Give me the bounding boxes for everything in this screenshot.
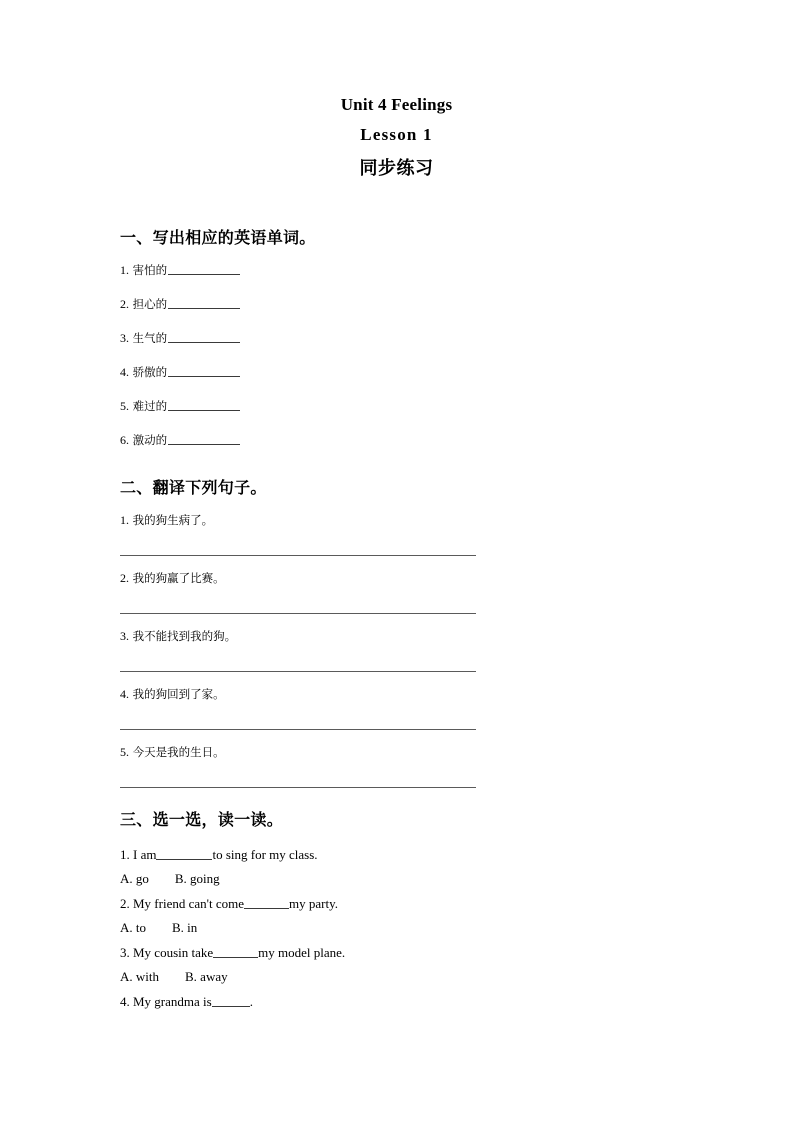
- translation-item: [120, 744, 676, 788]
- answer-blank[interactable]: [244, 908, 289, 909]
- translation-item: [120, 512, 676, 556]
- word-list-item: [120, 330, 676, 346]
- translation-prompt: [120, 686, 676, 702]
- mc-question: [120, 944, 676, 962]
- item-text: 担心的: [132, 297, 168, 311]
- answer-blank[interactable]: [168, 410, 240, 411]
- answer-line[interactable]: [120, 787, 476, 788]
- item-text: 激动的: [132, 433, 168, 447]
- translation-prompt: [120, 628, 676, 644]
- mc-question: [120, 895, 676, 913]
- item-number: 3.: [120, 629, 129, 643]
- word-list-item: [120, 296, 676, 312]
- multiple-choice-list: [120, 846, 676, 1011]
- option-a[interactable]: A. go: [120, 871, 149, 886]
- section-heading-two: 二、翻译下列句子。: [120, 478, 267, 497]
- item-number: 6.: [120, 433, 129, 447]
- question-number: 3.: [120, 945, 130, 960]
- answer-line[interactable]: [120, 613, 476, 614]
- question-text-before: I am: [133, 847, 157, 862]
- item-text: 我的狗赢了比赛。: [132, 571, 225, 585]
- answer-blank[interactable]: [168, 274, 240, 275]
- question-number: 4.: [120, 994, 130, 1009]
- question-number: 1.: [120, 847, 130, 862]
- translation-prompt: [120, 744, 676, 760]
- item-text: 我的狗生病了。: [132, 513, 214, 527]
- translation-list: [120, 512, 676, 788]
- option-b[interactable]: B. away: [185, 969, 228, 984]
- section-heading-one: 一、写出相应的英语单词。: [120, 228, 316, 247]
- item-number: 3.: [120, 331, 129, 345]
- question-text-after: .: [249, 994, 253, 1009]
- translation-item: [120, 570, 676, 614]
- answer-line[interactable]: [120, 555, 476, 556]
- mc-options-row: [120, 919, 676, 937]
- mc-question: [120, 993, 676, 1011]
- answer-blank[interactable]: [168, 444, 240, 445]
- option-b[interactable]: B. in: [172, 920, 198, 935]
- question-text-before: My cousin take: [133, 945, 214, 960]
- item-number: 1.: [120, 263, 129, 277]
- answer-blank[interactable]: [168, 376, 240, 377]
- option-b[interactable]: B. going: [174, 871, 220, 886]
- answer-line[interactable]: [120, 729, 476, 730]
- answer-blank[interactable]: [212, 1006, 250, 1007]
- item-text: 我不能找到我的狗。: [132, 629, 237, 643]
- document-content: [120, 0, 676, 1017]
- item-number: 1.: [120, 513, 129, 527]
- mc-options-row: [120, 870, 676, 888]
- title-block: [120, 0, 673, 186]
- item-number: 4.: [120, 687, 129, 701]
- item-number: 2.: [120, 297, 129, 311]
- answer-blank[interactable]: [156, 859, 212, 860]
- worksheet-subtitle: 同步练习: [359, 158, 434, 179]
- item-text: 骄傲的: [132, 365, 168, 379]
- question-text-after: my model plane.: [258, 945, 346, 960]
- item-number: 5.: [120, 399, 129, 413]
- item-number: 4.: [120, 365, 129, 379]
- lesson-title: Lesson 1: [360, 125, 433, 144]
- item-text: 我的狗回到了家。: [132, 687, 225, 701]
- question-text-after: to sing for my class.: [212, 847, 318, 862]
- page-title: Unit 4 Feelings: [340, 95, 453, 114]
- translation-item: [120, 628, 676, 672]
- section-heading-three: 三、选一选，读一读。: [120, 810, 284, 829]
- question-text-before: My friend can't come: [133, 896, 244, 911]
- mc-options-row: [120, 968, 676, 986]
- translation-prompt: [120, 512, 676, 528]
- word-list-item: [120, 364, 676, 380]
- option-a[interactable]: A. to: [120, 920, 146, 935]
- word-list: [120, 262, 676, 448]
- answer-blank[interactable]: [168, 308, 240, 309]
- word-list-item: [120, 398, 676, 414]
- question-text-after: my party.: [289, 896, 338, 911]
- word-list-item: [120, 262, 676, 278]
- item-text: 难过的: [132, 399, 168, 413]
- answer-blank[interactable]: [213, 957, 258, 958]
- item-text: 生气的: [132, 331, 168, 345]
- item-number: 5.: [120, 745, 129, 759]
- mc-question: [120, 846, 676, 864]
- question-text-before: My grandma is: [133, 994, 212, 1009]
- item-number: 2.: [120, 571, 129, 585]
- translation-prompt: [120, 570, 676, 586]
- item-text: 害怕的: [132, 263, 168, 277]
- answer-blank[interactable]: [168, 342, 240, 343]
- answer-line[interactable]: [120, 671, 476, 672]
- word-list-item: [120, 432, 676, 448]
- option-a[interactable]: A. with: [120, 969, 159, 984]
- translation-item: [120, 686, 676, 730]
- item-text: 今天是我的生日。: [132, 745, 225, 759]
- question-number: 2.: [120, 896, 130, 911]
